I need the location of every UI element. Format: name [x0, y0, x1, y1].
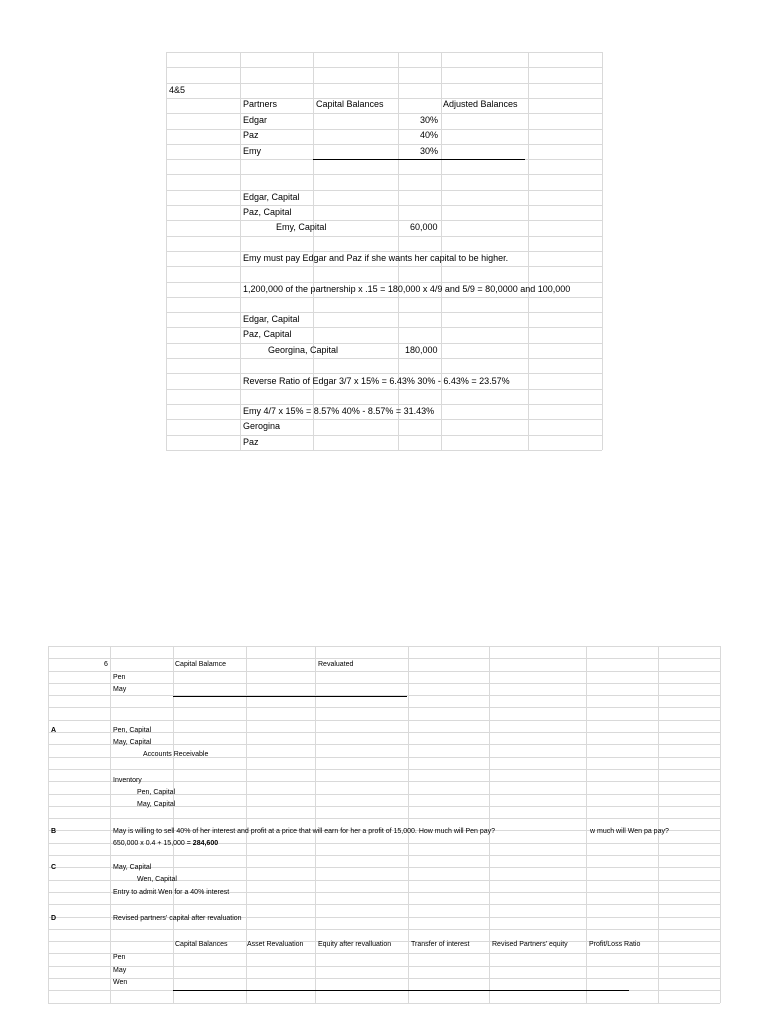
note-text: Reverse Ratio of Edgar 3/7 x 15% = 6.43% 30% - 6.43% = 23.57% [243, 376, 510, 386]
note-text: Emy must pay Edgar and Paz if she wants her capital to be higher. [243, 253, 509, 263]
journal-debit: Paz, Capital [243, 207, 292, 217]
ratio-name: Paz [243, 437, 259, 447]
grid-line-horizontal [166, 174, 602, 175]
grid-line-vertical [48, 646, 49, 1003]
grid-line-vertical [408, 646, 409, 1003]
part-label-c: C [51, 864, 57, 871]
journal-debit: May, Capital [113, 739, 152, 746]
grid-line-vertical [602, 52, 603, 450]
grid-line-horizontal [48, 720, 720, 721]
total-underline [173, 990, 629, 991]
journal-credit: Accounts Receivable [143, 751, 209, 758]
answer-formula: 650,000 x 0.4 + 15,000 = [113, 840, 193, 847]
part-label-d: D [51, 915, 57, 922]
grid-line-horizontal [166, 373, 602, 374]
journal-credit: Georgina, Capital [268, 345, 339, 355]
grid-line-horizontal [48, 769, 720, 770]
grid-line-horizontal [48, 1003, 720, 1004]
journal-credit-amount: 60,000 [410, 222, 438, 232]
journal-credit: May, Capital [137, 801, 176, 808]
header-capital-balances: Capital Balances [316, 99, 384, 109]
partner-name: Emy [243, 146, 261, 156]
grid-line-horizontal [48, 953, 720, 954]
ratio-name: Gerogina [243, 421, 281, 431]
header-adjusted-balances: Adjusted Balances [443, 99, 518, 109]
partner-name: Edgar [243, 115, 268, 125]
grid-line-horizontal [166, 419, 602, 420]
grid-line-horizontal [166, 327, 602, 328]
grid-line-horizontal [166, 83, 602, 84]
grid-line-vertical [246, 646, 247, 1003]
grid-line-horizontal [48, 781, 720, 782]
answer-result: 284,600 [192, 840, 219, 847]
journal-debit: Edgar, Capital [243, 314, 300, 324]
header-capital-balance: Capital Balamce [175, 661, 226, 668]
grid-line-horizontal [166, 129, 602, 130]
section-label-4-5: 4&5 [169, 85, 186, 95]
grid-line-vertical [173, 646, 174, 1003]
grid-line-horizontal [166, 205, 602, 206]
partner-name: Wen [113, 979, 128, 986]
total-underline [173, 696, 407, 697]
journal-credit: Wen, Capital [137, 876, 177, 883]
grid-line-horizontal [166, 251, 602, 252]
grid-line-horizontal [48, 646, 720, 647]
grid-line-vertical [110, 646, 111, 1003]
col-header: Transfer of interest [411, 941, 470, 948]
grid-line-horizontal [166, 343, 602, 344]
grid-line-horizontal [166, 113, 602, 114]
grid-line-horizontal [48, 671, 720, 672]
grid-line-horizontal [48, 707, 720, 708]
grid-line-horizontal [166, 52, 602, 53]
grid-line-vertical [586, 646, 587, 1003]
grid-line-horizontal [48, 978, 720, 979]
journal-debit: Inventory [113, 777, 142, 784]
journal-credit: Pen, Capital [137, 789, 176, 796]
partner-ratio: 30% [420, 146, 439, 156]
part-label-a: A [51, 727, 57, 734]
grid-line-horizontal [166, 266, 602, 267]
partner-name: Pen [113, 674, 126, 681]
grid-line-horizontal [48, 683, 720, 684]
journal-debit: Paz, Capital [243, 329, 292, 339]
grid-line-horizontal [166, 450, 602, 451]
grid-line-horizontal [166, 98, 602, 99]
col-header: Equity after revalluation [318, 941, 392, 948]
journal-debit: May, Capital [113, 864, 152, 871]
journal-credit: Emy, Capital [276, 222, 327, 232]
header-revaluated: Revaluated [318, 661, 354, 668]
header-partners: Partners [243, 99, 278, 109]
grid-line-horizontal [48, 966, 720, 967]
grid-line-horizontal [166, 404, 602, 405]
grid-line-vertical [658, 646, 659, 1003]
journal-debit: Edgar, Capital [243, 192, 300, 202]
part-label-b: B [51, 828, 57, 835]
grid-line-vertical [489, 646, 490, 1003]
grid-line-horizontal [166, 67, 602, 68]
grid-line-vertical [315, 646, 316, 1003]
grid-line-horizontal [48, 904, 720, 905]
section-d-title: Revised partners' capital after revaluation [113, 915, 242, 922]
partner-name: May [113, 967, 127, 974]
grid-line-horizontal [166, 358, 602, 359]
grid-line-horizontal [166, 282, 602, 283]
grid-line-vertical [720, 646, 721, 1003]
grid-line-horizontal [166, 297, 602, 298]
question-text: May is willing to sell 40% of her interest and profit at a price that will earn for her a profit of 15,000. How much will Pen pay? [113, 828, 496, 835]
grid-line-horizontal [48, 818, 720, 819]
grid-line-horizontal [48, 855, 720, 856]
partner-name: Paz [243, 130, 259, 140]
grid-line-horizontal [166, 312, 602, 313]
answer-text [113, 840, 218, 847]
partner-name: May [113, 686, 127, 693]
col-header: Revised Partners' equity [492, 941, 568, 948]
partner-ratio: 30% [420, 115, 439, 125]
col-header: Capital Balances [175, 941, 228, 948]
note-text: 1,200,000 of the partnership x .15 = 180,000 x 4/9 and 5/9 = 80,0000 and 100,000 [243, 284, 571, 294]
grid-line-horizontal [166, 435, 602, 436]
total-underline [313, 159, 525, 160]
grid-line-horizontal [166, 144, 602, 145]
journal-debit: Pen, Capital [113, 727, 152, 734]
partner-ratio: 40% [420, 130, 439, 140]
grid-line-horizontal [166, 389, 602, 390]
grid-line-horizontal [48, 929, 720, 930]
col-header: Asset Revaluation [247, 941, 304, 948]
partner-name: Pen [113, 954, 126, 961]
grid-line-horizontal [166, 190, 602, 191]
journal-credit-amount: 180,000 [405, 345, 438, 355]
col-header: Profit/Loss Ratio [589, 941, 641, 948]
note-text: Emy 4/7 x 15% = 8.57% 40% - 8.57% = 31.43% [243, 406, 435, 416]
question-text-overflow: w much will Wen pa pay? [590, 828, 669, 835]
grid-line-horizontal [166, 236, 602, 237]
grid-line-horizontal [166, 220, 602, 221]
grid-line-horizontal [48, 658, 720, 659]
section-number-6: 6 [104, 661, 108, 668]
entry-note: Entry to admit Wen for a 40% interest [113, 889, 230, 896]
